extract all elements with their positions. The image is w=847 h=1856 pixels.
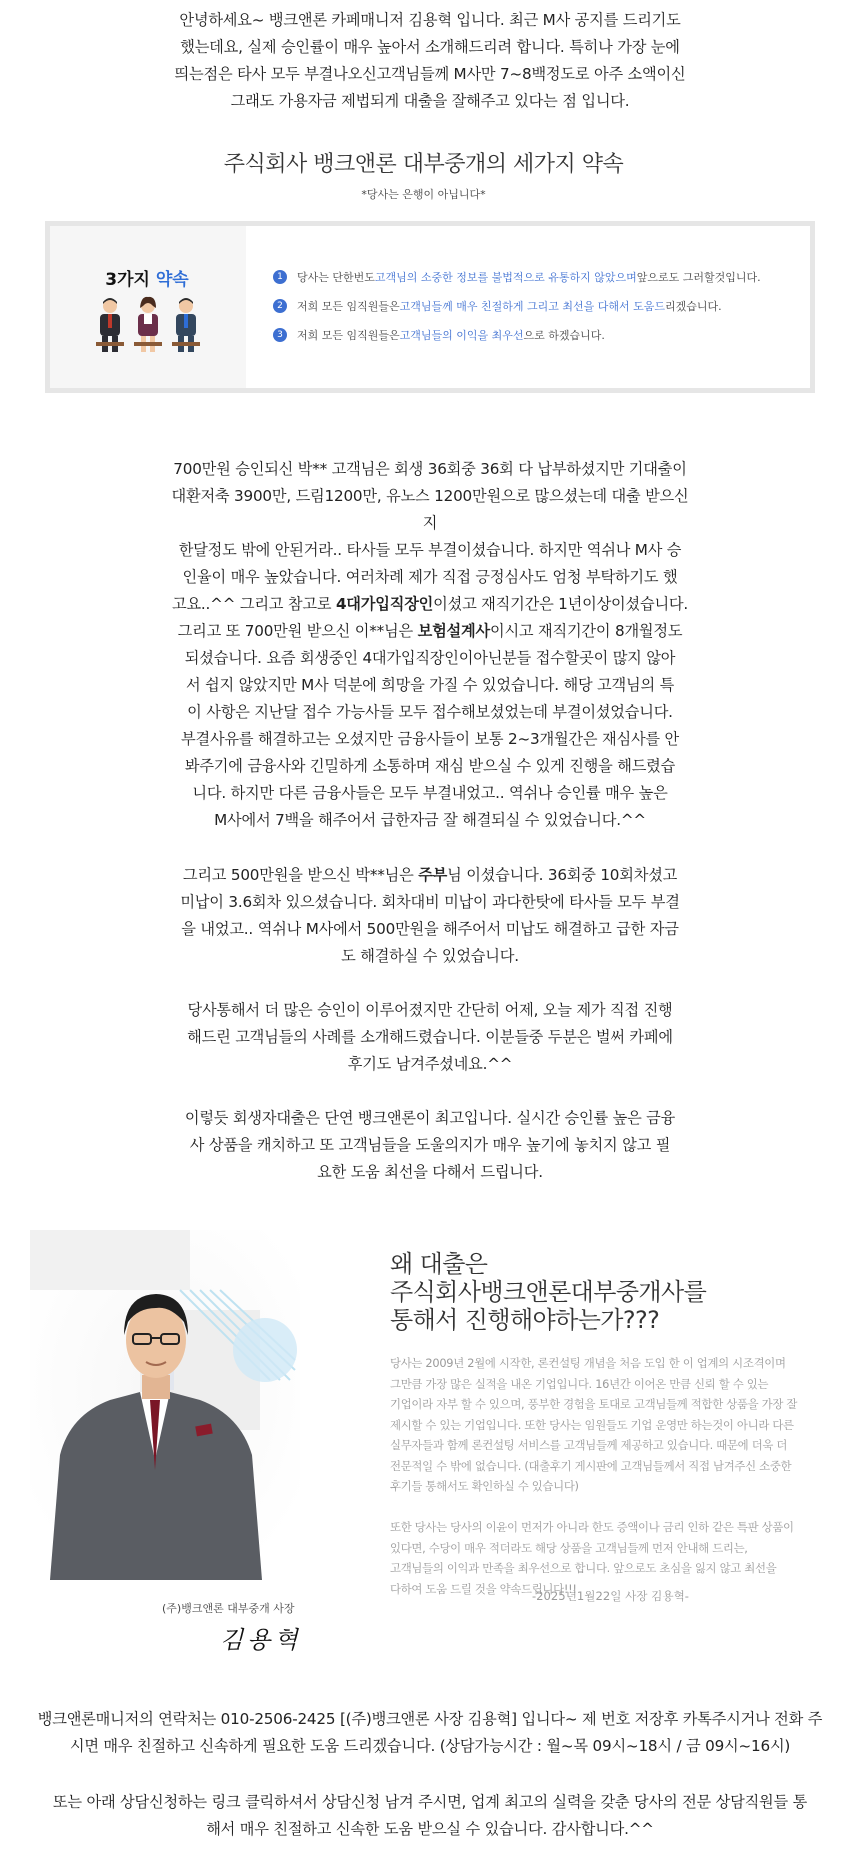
promise-item xyxy=(273,262,813,291)
intro-paragraph xyxy=(166,7,694,115)
why-line: 실무자들과 함께 론컨설팅 서비스를 고객님들께 제공하고 있습니다. 때문에 더욱 더 xyxy=(390,1438,788,1452)
why-line: 그만큼 가장 많은 실적을 내온 기업입니다. 16년간 이어온 만큼 신뢰 할 수 있는 xyxy=(390,1376,769,1391)
case-text: 이셨고 재직기간은 1년이상이셨습니다. xyxy=(433,595,689,613)
summary-paragraph xyxy=(166,997,694,1078)
case-line: 니다. 하지만 다른 금융사들은 모두 부결내었고.. 역쉬나 승인률 매우 높은 xyxy=(192,784,668,802)
case-line: 대환저축 3900만, 드림1200만, 유노스 1200만원으로 많으셨는데 대출 받으신지 xyxy=(171,487,689,532)
promise-text: 저희 모든 임직원들은 xyxy=(297,328,400,342)
case-line: 도 해결하실 수 있었습니다. xyxy=(341,947,519,965)
promise-title: 주식회사 뱅크앤론 대부중개의 세가지 약속 xyxy=(223,152,624,177)
intro-line: 띄는점은 타사 모두 부결나오신고객님들께 M사만 7~8백정도로 아주 소액이신 xyxy=(174,65,686,83)
why-title xyxy=(390,1250,830,1334)
promise-text: 으로 하겠습니다. xyxy=(523,328,605,342)
promise-highlight: 고객님들께 매우 친절하게 그리고 최선을 다해서 도움드 xyxy=(399,299,666,313)
intro-line: 안녕하세요~ 뱅크앤론 카페매니저 김용혁 입니다. 최근 M사 공지를 드리기도 xyxy=(179,11,681,29)
contact-line: 시면 매우 친절하고 신속하게 필요한 도움 드리겠습니다. (상담가능시간 : 월~목 09시~18시 / 금 09시~16시) xyxy=(69,1737,791,1755)
case-line: 을 내었고.. 역쉬나 M사에서 500만원을 해주어서 미납도 해결하고 급한 자금 xyxy=(181,920,679,938)
case-bold: 주부 xyxy=(418,866,448,884)
consult-paragraph xyxy=(30,1789,830,1843)
promise-illustration-panel xyxy=(50,226,246,388)
promise-item xyxy=(273,291,813,320)
case-line: 이 사항은 지난달 접수 가능사들 모두 접수해보셨었는데 부결이셨었습니다. xyxy=(187,703,673,721)
case-line: 봐주기에 금융사와 긴밀하게 소통하며 재심 받으실 수 있게 진행을 해드렸습 xyxy=(184,757,676,775)
intro-line: 그래도 가용자금 제법되게 대출을 잘해주고 있다는 점 입니다. xyxy=(230,92,630,110)
consult-line: 해서 매우 친절하고 신속한 도움 받으실 수 있습니다. 감사합니다.^^ xyxy=(206,1820,654,1838)
case-paragraph-3 xyxy=(166,862,694,970)
why-line: 당사는 2009년 2월에 시작한, 론컨설팅 개념을 처음 도입 한 이 업계의 시조격이며 xyxy=(390,1356,786,1370)
case-text: 고요..^^ 그리고 참고로 xyxy=(171,595,336,613)
number-badge: 3 xyxy=(273,328,287,342)
case-line: 서 쉽지 않았지만 M사 덕분에 희망을 가질 수 있었습니다. 해당 고객님의 특 xyxy=(185,676,675,694)
number-badge: 1 xyxy=(273,270,287,284)
case-text: 그리고 또 700만원 받으신 이**님은 xyxy=(177,622,418,640)
case-line xyxy=(166,591,694,618)
case-line: 한달정도 밖에 안된거라.. 타사들 모두 부결이셨습니다. 하지만 역쉬나 M사 승 xyxy=(178,541,682,559)
ceo-signature: 김용혁 xyxy=(220,1626,302,1654)
promise-subtitle: *당사는 은행이 아닙니다* xyxy=(361,188,486,201)
promise-highlight: 고객님의 소중한 정보를 불법적으로 유통하지 않았으며 xyxy=(374,270,637,284)
why-line: 전문적일 수 밖에 없습니다. (대출후기 게시판에 고객님들께서 직접 남겨주신 소중한 xyxy=(390,1458,792,1473)
why-line: 또한 당사는 당사의 이윤이 먼저가 아니라 한도 증액이나 금리 인하 같은 특판 상품이 xyxy=(390,1520,794,1534)
case-line: 되셨습니다. 요즘 회생중인 4대가입직장인이아닌분들 접수할곳이 많지 않아 xyxy=(184,649,676,667)
case-paragraph-2 xyxy=(166,618,694,834)
number-badge: 2 xyxy=(273,299,287,313)
spacer xyxy=(390,1497,830,1518)
case-bold: 4대가입직장인 xyxy=(335,595,434,613)
three-people-illustration xyxy=(92,296,204,358)
promise-text: 당사는 단한번도 xyxy=(297,270,375,284)
badge-prefix: 3가지 xyxy=(105,270,150,290)
case-line: 미납이 3.6회차 있으셨습니다. 회차대비 미납이 과다한탓에 타사들 모두 부결 xyxy=(180,893,680,911)
intro-line: 했는데요, 실제 승인률이 매우 높아서 소개해드리려 합니다. 특히나 가장 눈에 xyxy=(180,38,680,56)
badge-highlight: 약속 xyxy=(155,270,189,290)
why-title-line: 주식회사뱅크앤론대부중개사를 xyxy=(390,1278,707,1306)
why-title-line: 왜 대출은 xyxy=(390,1250,488,1278)
signature-date: -2025년1월22일 사장 김용혁- xyxy=(532,1589,689,1603)
why-line: 다하여 도움 드릴 것을 약속드립니다!!! xyxy=(390,1581,577,1596)
why-line: 고객님들의 이익과 만족을 최우선으로 합니다. 앞으로도 초심을 잃지 않고 최선을 xyxy=(390,1561,777,1575)
case-text: 그리고 500만원을 받으신 박**님은 xyxy=(182,866,419,884)
why-line: 기업이라 자부 할 수 있으며, 풍부한 경험을 토대로 고객님들께 적합한 상품을 가장 잘 xyxy=(390,1397,798,1411)
case-line xyxy=(166,862,694,889)
case-line: 700만원 승인되신 박** 고객님은 회생 36회중 36회 다 납부하셨지만 기대출이 xyxy=(173,460,687,478)
closing-line: 사 상품을 캐치하고 또 고객님들을 도울의지가 매우 높기에 놓치지 않고 필 xyxy=(189,1136,671,1154)
contact-paragraph xyxy=(30,1706,830,1760)
ceo-photo xyxy=(30,1230,300,1580)
why-title-line: 통해서 진행해야하는가??? xyxy=(390,1306,660,1334)
why-line: 후기들 통해서도 확인하실 수 있습니다) xyxy=(390,1479,579,1493)
three-promises-badge xyxy=(93,266,201,294)
why-line: 제시할 수 있는 기업입니다. 또한 당사는 임원들도 기업 운영만 하는것이 아니라 다른 xyxy=(390,1417,794,1432)
case-line: 부결사유를 해결하고는 오셨지만 금융사들이 보통 2~3개월간은 재심사를 안 xyxy=(181,730,679,748)
summary-line: 해드린 고객님들의 사례를 소개해드렸습니다. 이분들중 두분은 벌써 카페에 xyxy=(187,1028,673,1046)
closing-paragraph xyxy=(166,1105,694,1186)
summary-line: 당사통해서 더 많은 승인이 이루어졌지만 간단히 어제, 오늘 제가 직접 진행 xyxy=(187,1001,673,1019)
case-line xyxy=(166,618,694,645)
closing-line: 요한 도움 최선을 다해서 드립니다. xyxy=(317,1163,543,1181)
promise-text: 앞으로도 그러할것입니다. xyxy=(636,270,761,284)
promise-highlight: 고객님들의 이익을 최우선 xyxy=(399,328,524,342)
case-line: 인율이 매우 높았습니다. 여러차례 제가 직접 긍정심사도 엄청 부탁하기도 했 xyxy=(182,568,678,586)
closing-line: 이렇듯 회생자대출은 단연 뱅크앤론이 최고입니다. 실시간 승인률 높은 금융 xyxy=(184,1109,676,1127)
promise-list xyxy=(273,262,813,349)
why-line: 있다면, 수당이 매우 적더라도 해당 상품을 고객님들께 먼저 안내해 드리는, xyxy=(390,1540,748,1555)
promise-box xyxy=(45,221,815,393)
case-text: 이시고 재직기간이 8개월정도 xyxy=(489,622,683,640)
promise-text: 저희 모든 임직원들은 xyxy=(297,299,400,313)
why-body xyxy=(390,1353,830,1599)
contact-line: 뱅크앤론매니저의 연락처는 010-2506-2425 [(주)뱅크앤론 사장 김용혁] 입니다~ 제 번호 저장후 카톡주시거나 전화 주 xyxy=(37,1710,823,1728)
ceo-caption: (주)뱅크앤론 대부중개 사장 xyxy=(162,1602,295,1615)
consult-line: 또는 아래 상담신청하는 링크 클릭하셔서 상담신청 남겨 주시면, 업계 최고의 실력을 갖춘 당사의 전문 상담직원들 통 xyxy=(52,1793,808,1811)
promise-text: 리겠습니다. xyxy=(665,299,722,313)
promise-item xyxy=(273,320,813,349)
case-line: M사에서 7백을 해주어서 급한자금 잘 해결되실 수 있었습니다.^^ xyxy=(214,811,646,829)
case-paragraph-1 xyxy=(166,456,694,618)
case-text: 님 이셨습니다. 36회중 10회차셨고 xyxy=(447,866,678,884)
summary-line: 후기도 남겨주셨네요.^^ xyxy=(347,1055,513,1073)
case-bold: 보험설계사 xyxy=(417,622,490,640)
